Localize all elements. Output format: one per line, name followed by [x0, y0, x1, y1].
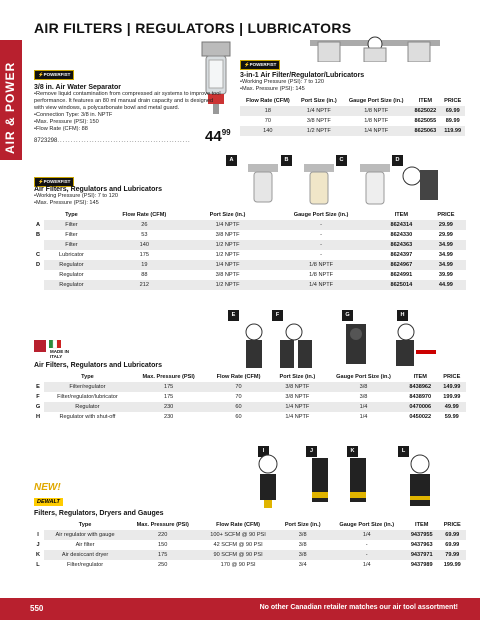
badge-b: B	[281, 155, 292, 166]
section-sidebar	[0, 40, 22, 160]
water-separator-price: $44^{99}$	[205, 128, 231, 145]
badge-d: D	[392, 155, 403, 166]
products-i-l-image	[250, 452, 450, 510]
table-row: L Filter/regulator 250 170 @ 90 PSI 3/4 1/4 9437989 199.99	[32, 560, 466, 570]
col-port-size: Port Size (in.)	[209, 212, 246, 218]
table-row: Filter 140 1/2 NPTF - 8624363 34.99	[32, 240, 466, 250]
badge-i: I	[258, 446, 269, 457]
table-row: E Filter/regulator 175 70 3/8 NPTF 3/8 8438962 149.99	[32, 382, 466, 392]
col-item: ITEM	[418, 98, 433, 104]
products-e-h-image	[236, 318, 446, 370]
table-row: 70 3/8 NPTF 1/8 NPTF 8625055 89.99	[264, 118, 460, 124]
table-row: 18 1/4 NPTF 1/8 NPTF 8625022 69.99	[240, 106, 465, 116]
e-h-products-table	[32, 372, 466, 422]
col-item: ITEM	[394, 212, 409, 218]
col-max-pressure: Max. Pressure (PSI)	[136, 522, 189, 528]
col-gauge-port: Gauge Port Size (in.)	[336, 374, 391, 380]
powerfist-logo: ⚡POWERFIST	[34, 177, 74, 187]
badge-l: L	[398, 446, 409, 457]
frl-image	[300, 36, 450, 62]
footer-tagline: No other Canadian retailer matches our air tool assortment!	[259, 604, 458, 611]
col-flow-rate: Flow Rate (CFM)	[245, 98, 290, 104]
col-max-pressure: Max. Pressure (PSI)	[142, 374, 195, 380]
table-row: C Lubricator 175 1/2 NPTF - 8624397 34.99	[32, 250, 466, 260]
sku: 8723298	[34, 138, 58, 144]
col-flow-rate: Flow Rate (CFM)	[216, 522, 260, 528]
table-row: Regulator 212 1/2 NPTF 1/4 NPTF 8625014 44.99	[32, 280, 466, 290]
col-type: Type	[65, 212, 78, 218]
powerfist-logo: ⚡POWERFIST	[240, 60, 280, 70]
table-row: J Air filter 150 42 SCFM @ 90 PSI 3/8 - 9437963 69.99	[32, 540, 466, 550]
section-frl-features: •Working Pressure (PSI): 7 to 120 •Max. Pressure (PSI): 145	[34, 193, 118, 206]
powerfist-logo: ⚡POWERFIST	[34, 70, 74, 80]
new-label: NEW!	[34, 482, 61, 493]
water-separator-title: 3/8 in. Air Water Separator	[34, 84, 122, 91]
badge-g: G	[342, 310, 353, 321]
col-item: ITEM	[413, 374, 427, 380]
col-gauge-port: Gauge Port Size (in.)	[348, 98, 404, 104]
badge-e: E	[228, 310, 239, 321]
col-gauge-port: Gauge Port Size (in.)	[339, 522, 395, 528]
section-i-l-title: Filters, Regulators, Dryers and Gauges	[34, 510, 164, 517]
frl-title: 3-in-1 Air Filter/Regulator/Lubricators	[240, 72, 365, 79]
col-item: ITEM	[415, 522, 429, 528]
table-row: G Regulator 230 60 1/4 NPTF 1/4 0470006 49.99	[32, 402, 466, 412]
col-price: PRICE	[443, 522, 461, 528]
table-row: H Regulator with shut-off 230 60 1/4 NPTF 1/4 0450022 59.99	[32, 412, 466, 422]
col-gauge-port: Gauge Port Size (in.)	[293, 212, 349, 218]
col-price: PRICE	[443, 374, 461, 380]
table-row: K Air desiccant dryer 175 90 SCFM @ 90 PSI 3/8 - 9437971 79.99	[32, 550, 466, 560]
badge-f: F	[272, 310, 283, 321]
col-price: PRICE	[444, 98, 462, 104]
frl-table	[240, 96, 465, 136]
table-row: 140 1/2 NPTF 1/4 NPTF 8625063 119.99	[240, 126, 465, 136]
sidebar-label: AIR & POWER	[3, 61, 17, 154]
table-row: I Air regulator with gauge 220 100+ SCFM @ 90 PSI 3/8 1/4 9437955 69.99	[32, 530, 466, 540]
badge-j: J	[306, 446, 317, 457]
col-port-size: Port Size (in.)	[300, 98, 337, 104]
frl-products-table	[32, 210, 466, 290]
col-type: Type	[81, 374, 94, 380]
badge-h: H	[397, 310, 408, 321]
table-row: B Filter 53 3/8 NPTF - 8624330 29.99	[32, 230, 466, 240]
made-in-italy: MADE IN ITALY	[50, 349, 69, 359]
col-port-size: Port Size (in.)	[284, 522, 321, 528]
col-type: Type	[78, 522, 92, 528]
i-l-products-table	[32, 520, 466, 570]
badge-k: K	[347, 446, 358, 457]
section-frl-title: Air Filters, Regulators and Lubricators	[34, 186, 162, 193]
table-row: D Regulator 19 1/4 NPTF 1/8 NPTF 8624967 34.99	[32, 260, 466, 270]
page-title: AIR FILTERS | REGULATORS | LUBRICATORS	[34, 20, 352, 36]
page-number: 550	[30, 604, 44, 613]
water-separator-sku-line: 8723298..................................................	[34, 138, 191, 144]
table-row: Regulator 88 3/8 NPTF 1/8 NPTF 8624991 39.99	[32, 270, 466, 280]
section-e-h-title: Air Filters, Regulators and Lubricators	[34, 362, 162, 369]
badge-c: C	[336, 155, 347, 166]
water-separator-features: •Remove liquid contamination from compressed air systems to improve tool performance. It features an 80 ml manual drain capacity and is designed with view windows, a polycarbonate bowl and metal guard. •Connection Type: 3/8 in. NPTF •Max. Pressure (PSI): 150 •Flow Rate (CFM): 88	[34, 91, 221, 132]
products-a-d-image	[240, 160, 450, 208]
col-flow-rate: Flow Rate (CFM)	[122, 212, 167, 218]
dewalt-logo: DEWALT	[34, 498, 63, 506]
page-footer	[0, 598, 480, 620]
table-row: A Filter 26 1/4 NPTF - 8624314 29.99	[32, 220, 466, 230]
table-row: F Filter/regulator/lubricator 175 70 3/8 NPTF 3/8 8438970 199.99	[32, 392, 466, 402]
col-price: PRICE	[437, 212, 455, 218]
col-port-size: Port Size (in.)	[279, 374, 316, 380]
col-flow-rate: Flow Rate (CFM)	[216, 374, 261, 380]
frl-features: •Working Pressure (PSI): 7 to 120 •Max. Pressure (PSI): 145	[240, 79, 324, 92]
badge-a: A	[226, 155, 237, 166]
